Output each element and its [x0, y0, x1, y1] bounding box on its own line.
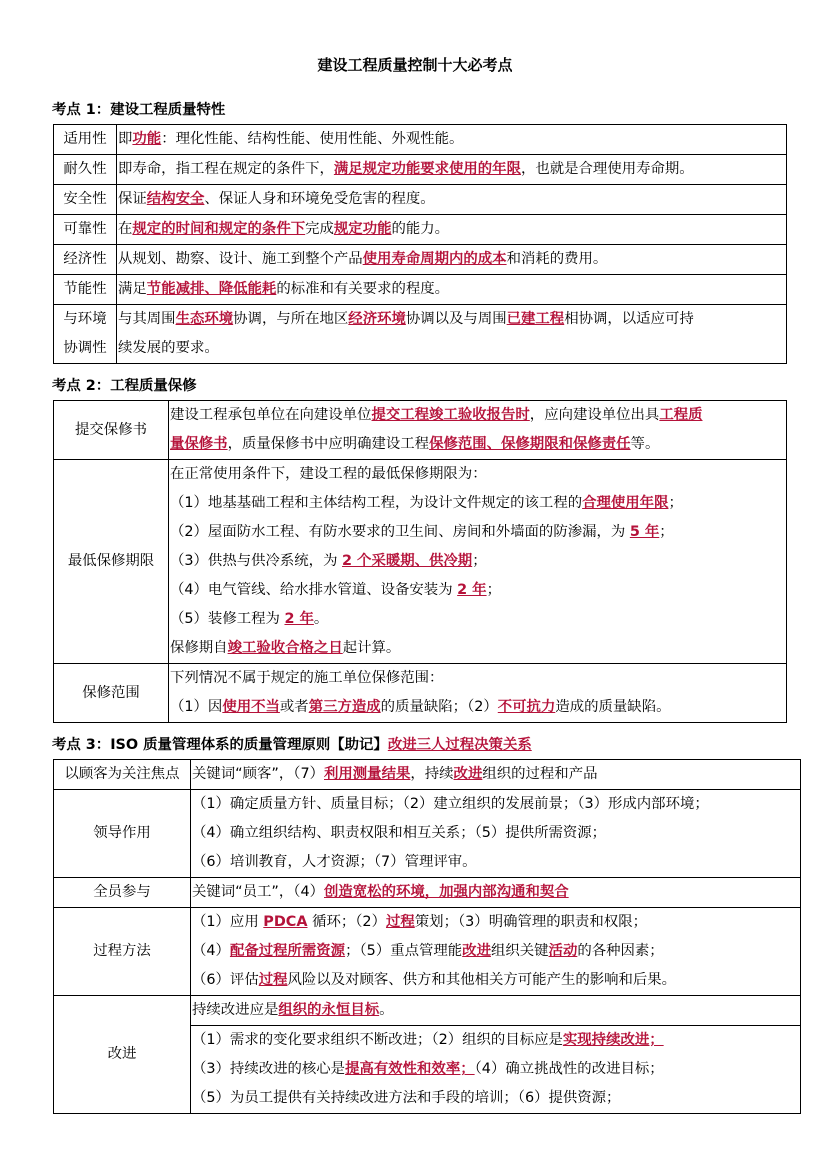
text-segment: 在: [118, 221, 133, 237]
row-label-line: 耐久性: [63, 161, 107, 177]
highlight-text: 组织的永恒目标: [278, 1002, 380, 1018]
text-segment: （1）因: [170, 699, 223, 715]
row-content: [191, 996, 801, 1026]
text-line: [170, 693, 786, 722]
highlight-text: 2 个采暖期、供冷期: [342, 553, 473, 569]
text-segment: 的标准和有关要求的程度。: [276, 281, 450, 297]
row-content: [191, 878, 801, 908]
text-line: [192, 878, 800, 907]
row-content: [169, 460, 787, 664]
section-2-heading: 考点 2：工程质量保修: [52, 378, 197, 394]
text-segment: ，也就是合理使用寿命期。: [520, 161, 694, 177]
highlight-text: PDCA: [263, 914, 308, 930]
highlight-text: 满足规定功能要求使用的年限: [333, 161, 521, 177]
highlight-text: 配备过程所需资源: [229, 943, 346, 959]
page-title: 建设工程质量控制十大必考点: [317, 56, 513, 74]
row-content: [117, 275, 787, 305]
table-row: [54, 125, 787, 155]
text-line: [192, 966, 800, 995]
table-row: [54, 790, 801, 878]
text-line: [170, 605, 786, 634]
section-1-heading: 考点 1：建设工程质量特性: [52, 102, 226, 118]
highlight-text: 2 年: [284, 611, 314, 627]
text-line: [192, 760, 800, 789]
row-label: [54, 155, 117, 185]
row-label: [54, 305, 117, 364]
table-row: [54, 996, 801, 1026]
row-label-line: 安全性: [63, 191, 107, 207]
row-content: [169, 664, 787, 723]
text-segment: ：理化性能、结构性能、使用性能、外观性能。: [161, 131, 464, 147]
text-line: [170, 664, 786, 693]
text-segment: （4）: [192, 943, 230, 959]
row-content: [117, 185, 787, 215]
text-line: [192, 908, 800, 937]
highlight-text: 保修范围、保修期限和保修责任: [429, 436, 631, 452]
highlight-text: 合理使用年限: [582, 495, 669, 511]
row-content: [117, 245, 787, 275]
row-content: [191, 908, 801, 996]
table-row: [54, 760, 801, 790]
row-label: [54, 215, 117, 245]
highlight-text: 2 年: [457, 582, 487, 598]
text-segment: （2）屋面防水工程、有防水要求的卫生间、房间和外墙面的防渗漏，为: [170, 524, 630, 540]
highlight-text: 生态环境: [175, 311, 234, 327]
table-row: [54, 215, 787, 245]
highlight-text: 规定的时间和规定的条件下: [132, 221, 306, 237]
text-segment: 循环；（2）: [307, 914, 386, 930]
text-segment: 的能力。: [391, 221, 450, 237]
text-segment: 保修期自: [170, 640, 228, 656]
iso-principles-table: [53, 759, 801, 1114]
text-segment: 和消耗的费用。: [506, 251, 608, 267]
text-line: [118, 185, 786, 214]
text-line: [192, 819, 800, 848]
text-line: [170, 634, 786, 663]
row-content: [117, 215, 787, 245]
text-segment: （3）供热与供冷系统，为: [170, 553, 343, 569]
highlight-text: 竣工验收合格之日: [227, 640, 343, 656]
row-label-line: 以顾客为关注焦点: [64, 766, 180, 782]
text-segment: 与其周围: [118, 311, 176, 327]
text-segment: 、保证人身和环境免受危害的程度。: [204, 191, 435, 207]
highlight-text: 不可抗力: [497, 699, 556, 715]
text-segment: （4）确立组织结构、职责权限和相互关系；（5）提供所需资源；: [192, 825, 607, 841]
text-line: [192, 1084, 800, 1113]
text-line: [118, 334, 786, 363]
text-segment: （1）需求的变化要求组织不断改进；（2）组织的目标应是: [192, 1032, 563, 1048]
text-line: [192, 937, 800, 966]
text-segment: 的质量缺陷；（2）: [380, 699, 498, 715]
table-row: [54, 908, 801, 996]
text-line: [170, 547, 786, 576]
text-segment: 造成的质量缺陷。: [555, 699, 671, 715]
section-3-heading-prefix: 考点 3：ISO 质量管理体系的质量管理原则【助记】: [52, 737, 388, 753]
text-segment: （1）应用: [192, 914, 264, 930]
text-segment: ；: [472, 553, 487, 569]
text-segment: 起计算。: [342, 640, 401, 656]
text-segment: （4）电气管线、给水排水管道、设备安装为: [170, 582, 458, 598]
text-line: [118, 245, 786, 274]
text-segment: （1）确定质量方针、质量目标；（2）建立组织的发展前景；（3）形成内部环境；: [192, 796, 709, 812]
highlight-text: 改进: [462, 943, 491, 959]
text-line: [170, 518, 786, 547]
text-segment: 。: [379, 1002, 394, 1018]
text-segment: （6）培训教育，人才资源；（7）管理评审。: [192, 854, 477, 870]
table-row: [54, 305, 787, 364]
text-segment: ，质量保修书中应明确建设工程: [227, 436, 430, 452]
text-segment: ，应向建设单位出具: [529, 407, 660, 423]
row-label: [54, 664, 169, 723]
highlight-text: 提高有效性和效率；: [345, 1061, 475, 1077]
text-segment: （3）持续改进的核心是: [192, 1061, 346, 1077]
text-segment: （5）装修工程为: [170, 611, 285, 627]
row-label: [54, 790, 191, 878]
row-content: [117, 305, 787, 364]
row-label: [54, 245, 117, 275]
highlight-text: 5 年: [629, 524, 660, 540]
table-row: [54, 155, 787, 185]
row-label-line: 最低保修期限: [67, 553, 155, 569]
text-segment: 即: [118, 131, 133, 147]
text-line: [192, 996, 800, 1025]
text-line: [192, 848, 800, 877]
row-label-line: 节能性: [63, 281, 107, 297]
highlight-text: 活动: [548, 943, 578, 959]
row-content: [117, 125, 787, 155]
row-label: [54, 401, 169, 460]
row-label-line: 全员参与: [93, 884, 151, 900]
table-row: [54, 401, 787, 460]
text-segment: 在正常使用条件下，建设工程的最低保修期限为：: [170, 466, 487, 482]
text-segment: ；: [486, 582, 501, 598]
text-segment: ；: [668, 495, 683, 511]
highlight-text: 工程质: [659, 407, 703, 423]
section-3-heading: [52, 734, 532, 756]
row-label: [54, 878, 191, 908]
text-line: [118, 215, 786, 244]
row-label-line: 可靠性: [63, 221, 107, 237]
warranty-table: [53, 400, 787, 723]
text-line: [170, 460, 786, 489]
row-label: [54, 908, 191, 996]
text-line: [170, 401, 786, 430]
row-label-line: 经济性: [63, 251, 107, 267]
row-label-line: 适用性: [63, 131, 107, 147]
highlight-text: 过程: [385, 914, 415, 930]
text-segment: ，持续: [410, 766, 454, 782]
highlight-text: 过程: [258, 972, 288, 988]
text-segment: 保证: [118, 191, 147, 207]
text-segment: 或者: [279, 699, 309, 715]
row-label: [54, 460, 169, 664]
row-label: [54, 275, 117, 305]
text-segment: 组织关键: [490, 943, 549, 959]
text-line: [192, 1055, 800, 1084]
text-segment: 从规划、勘察、设计、施工到整个产品: [118, 251, 363, 267]
text-line: [170, 489, 786, 518]
highlight-text: 改进: [453, 766, 483, 782]
text-segment: 。: [313, 611, 329, 627]
text-segment: （1）地基基础工程和主体结构工程，为设计文件规定的该工程的: [170, 495, 583, 511]
row-content: [191, 790, 801, 878]
quality-characteristics-table: [53, 124, 787, 364]
text-segment: 持续改进应是: [192, 1002, 279, 1018]
highlight-text: 规定功能: [333, 221, 392, 237]
highlight-text: 已建工程: [506, 311, 565, 327]
table-row: [54, 275, 787, 305]
text-segment: 协调以及与周围: [405, 311, 507, 327]
highlight-text: 功能: [132, 131, 162, 147]
table-row: [54, 664, 787, 723]
row-label: [54, 760, 191, 790]
text-line: [192, 1026, 800, 1055]
text-segment: 相协调，以适应可持: [564, 311, 694, 327]
text-segment: 组织的过程和产品: [482, 766, 598, 782]
row-label-line: 提交保修书: [75, 421, 147, 438]
section-3-mnemonic: 改进三人过程决策关系: [387, 737, 532, 753]
text-segment: 等。: [630, 436, 660, 452]
text-segment: （4）确立挑战性的改进目标；: [474, 1061, 664, 1077]
text-line: [170, 430, 786, 459]
text-segment: 风险以及对顾客、供方和其他相关方可能产生的影响和后果。: [287, 972, 677, 988]
text-line: [118, 155, 786, 184]
text-segment: 满足: [118, 281, 147, 297]
text-line: [118, 125, 786, 154]
text-segment: 协调，与所在地区: [233, 311, 349, 327]
table-row: [54, 460, 787, 664]
text-segment: （5）为员工提供有关持续改进方法和手段的培训；（6）提供资源；: [192, 1090, 621, 1106]
text-segment: 策划；（3）明确管理的职责和权限；: [414, 914, 647, 930]
row-label-line: 协调性: [63, 340, 107, 356]
row-label-line: 与环境: [63, 311, 107, 327]
row-label-line: 保修范围: [82, 684, 140, 701]
highlight-text: 创造宽松的环境，加强内部沟通和契合: [324, 884, 569, 900]
row-content: [117, 155, 787, 185]
text-segment: ；: [659, 524, 674, 540]
text-segment: ；（5）重点管理能: [345, 943, 463, 959]
text-segment: 下列情况不属于规定的施工单位保修范围：: [170, 670, 444, 686]
highlight-text: 结构安全: [146, 191, 205, 207]
row-label: [54, 996, 191, 1114]
text-segment: 建设工程承包单位在向建设单位: [170, 407, 372, 423]
row-label-line: 领导作用: [93, 825, 151, 841]
highlight-text: 实现持续改进；: [562, 1032, 664, 1048]
table-row: [54, 185, 787, 215]
text-segment: 关键词“员工”，（4）: [192, 884, 324, 900]
highlight-text: 经济环境: [348, 311, 406, 327]
highlight-text: 利用测量结果: [324, 766, 411, 782]
highlight-text: 第三方造成: [308, 699, 381, 715]
text-segment: （6）评估: [192, 972, 259, 988]
highlight-text: 节能减排、降低能耗: [146, 281, 277, 297]
row-content: [169, 401, 787, 460]
row-label: [54, 185, 117, 215]
highlight-text: 使用不当: [222, 699, 280, 715]
row-label-line: 改进: [107, 1046, 137, 1062]
text-line: [192, 790, 800, 819]
highlight-text: 提交工程竣工验收报告时: [371, 407, 530, 423]
text-line: [170, 576, 786, 605]
text-segment: 完成: [305, 221, 334, 237]
text-line: [118, 275, 786, 304]
row-content: [191, 1026, 801, 1114]
table-row: [54, 878, 801, 908]
text-line: [118, 305, 786, 334]
text-segment: 的各种因素；: [577, 943, 664, 959]
table-row: [54, 245, 787, 275]
row-content: [191, 760, 801, 790]
text-segment: 即寿命，指工程在规定的条件下，: [118, 161, 334, 177]
row-label-line: 过程方法: [93, 943, 151, 959]
text-segment: 续发展的要求。: [118, 340, 219, 356]
highlight-text: 使用寿命周期内的成本: [362, 251, 507, 267]
highlight-text: 量保修书: [170, 436, 228, 452]
text-segment: 关键词“顾客”，（7）: [192, 766, 324, 782]
row-label: [54, 125, 117, 155]
